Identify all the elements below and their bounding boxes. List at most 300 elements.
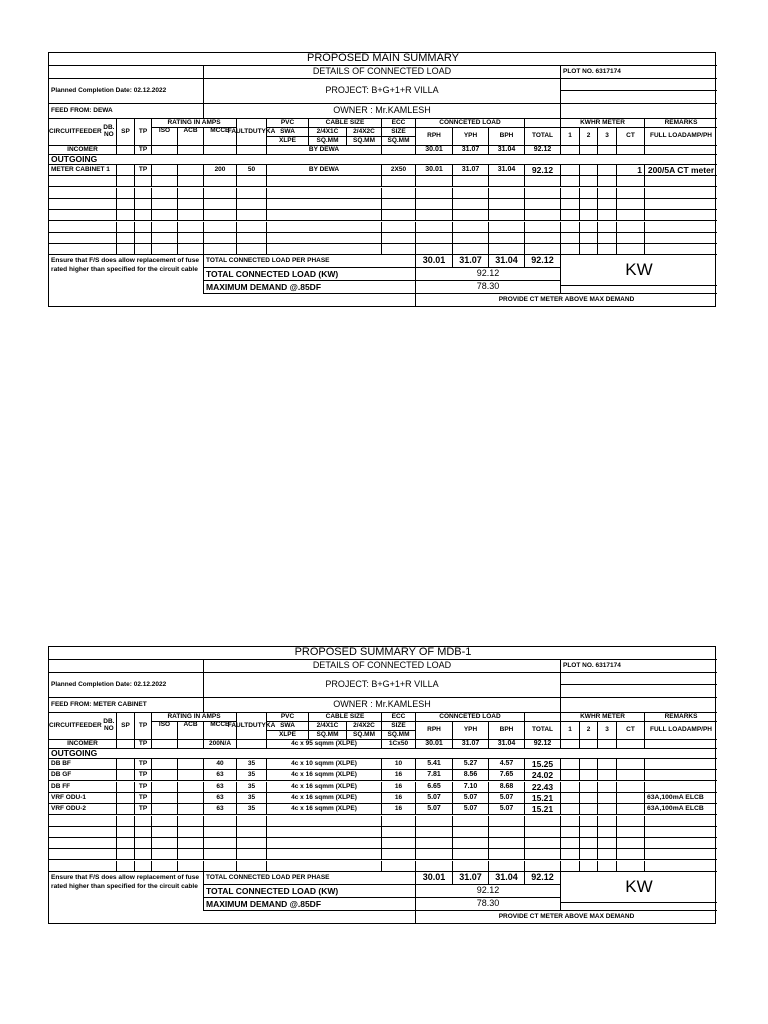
- ecc-cell: 16: [382, 793, 416, 804]
- empty-cell: [598, 816, 617, 827]
- empty-cell: [204, 210, 237, 221]
- empty-cell: [489, 244, 525, 255]
- rph-cell: 5.07: [416, 804, 453, 815]
- empty-cell: [453, 244, 489, 255]
- planned-completion-date: Planned Completion Date: 02.12.2022: [49, 79, 204, 104]
- full-load-label: FULL LOAD: [650, 132, 687, 140]
- empty-cell: [416, 838, 453, 849]
- tp-cell: TP: [135, 793, 152, 804]
- summary-sheet: [48, 646, 716, 924]
- fault-label: FAULT: [227, 127, 249, 135]
- empty-cell: [416, 816, 453, 827]
- empty-cell: [525, 827, 561, 838]
- empty-cell: [237, 210, 267, 221]
- empty-cell: [152, 188, 178, 199]
- empty-cell: [49, 222, 117, 233]
- iso-cell: [152, 804, 178, 815]
- per-phase-label: TOTAL CONNECTED LOAD PER PHASE: [204, 255, 416, 268]
- blank-cell: [204, 911, 416, 924]
- ecc-cell: [382, 146, 416, 155]
- empty-cell: [204, 188, 237, 199]
- ct-cell: [617, 770, 645, 781]
- meter-1-cell: [561, 759, 580, 770]
- empty-cell: [117, 861, 135, 872]
- ct-cell: [617, 782, 645, 793]
- yph-cell: 31.07: [453, 146, 489, 155]
- empty-cell: [489, 176, 525, 187]
- blank-cell: [561, 685, 717, 698]
- acb-cell: [178, 165, 204, 176]
- empty-cell: [382, 244, 416, 255]
- total-rph: 30.01: [416, 872, 453, 885]
- meter-3-cell: [598, 782, 617, 793]
- meter-2-cell: [580, 759, 598, 770]
- empty-cell: [135, 244, 152, 255]
- mccb-header: MCCB: [204, 722, 237, 740]
- empty-cell: [580, 244, 598, 255]
- ka-label: KA: [265, 721, 276, 729]
- sqmm-header: SQ.MM: [347, 137, 382, 146]
- empty-cell: [645, 861, 717, 872]
- total-cell: 22.43: [525, 782, 561, 793]
- mccb-header: MCCB: [204, 128, 237, 146]
- meter-3-cell: [598, 759, 617, 770]
- empty-cell: [117, 244, 135, 255]
- empty-cell: [152, 827, 178, 838]
- size-header: SIZE: [382, 128, 416, 137]
- remarks-header: REMARKS: [645, 713, 717, 722]
- empty-cell: [204, 199, 237, 210]
- empty-cell: [617, 233, 645, 244]
- mccb-cell: 63: [204, 770, 237, 781]
- acb-cell: [178, 740, 204, 749]
- empty-cell: [204, 816, 237, 827]
- duty-cell: 35: [237, 759, 267, 770]
- empty-cell: [525, 849, 561, 860]
- empty-cell: [561, 222, 580, 233]
- kw-unit: KW: [561, 255, 717, 286]
- empty-cell: [617, 827, 645, 838]
- empty-cell: [382, 199, 416, 210]
- empty-cell: [382, 233, 416, 244]
- sqmm-header: SQ.MM: [347, 731, 382, 740]
- meter-3-cell: [598, 770, 617, 781]
- ct-cell: [617, 759, 645, 770]
- full-load-header: [645, 128, 717, 146]
- empty-cell: [135, 222, 152, 233]
- empty-cell: [453, 199, 489, 210]
- mccb-cell: 200N/A: [204, 740, 237, 749]
- cable-size-cell: 4c x 16 sqmm (XLPE): [267, 804, 382, 815]
- sheet-title: PROPOSED SUMMARY OF MDB-1: [49, 647, 717, 660]
- empty-cell: [617, 861, 645, 872]
- bph-cell: 7.65: [489, 770, 525, 781]
- fault-duty-header: [227, 713, 276, 740]
- cable-size-cell: 4c x 10 sqmm (XLPE): [267, 759, 382, 770]
- mccb-cell: 40: [204, 759, 237, 770]
- feed-from: FEED FROM: METER CABINET: [49, 698, 204, 713]
- bph-cell: 31.04: [489, 146, 525, 155]
- empty-cell: [49, 210, 117, 221]
- empty-cell: [489, 199, 525, 210]
- fuse-note: Ensure that F/S does allow replacement of fuse rated higher than specified for the circuit cable: [49, 872, 204, 911]
- empty-cell: [598, 849, 617, 860]
- empty-cell: [580, 188, 598, 199]
- duty-cell: [237, 146, 267, 155]
- rph-header: RPH: [416, 128, 453, 146]
- sp-cell: [117, 793, 135, 804]
- empty-cell: [598, 188, 617, 199]
- meter-2-cell: [580, 165, 598, 176]
- sqmm-header: SQ.MM: [382, 137, 416, 146]
- rating-header: RATING IN AMPS: [152, 119, 237, 128]
- meter-2-cell: [580, 782, 598, 793]
- tp-cell: TP: [135, 804, 152, 815]
- empty-cell: [453, 233, 489, 244]
- bph-cell: 5.07: [489, 793, 525, 804]
- empty-cell: [237, 244, 267, 255]
- sp-cell: [117, 782, 135, 793]
- empty-cell: [617, 188, 645, 199]
- empty-cell: [49, 244, 117, 255]
- empty-cell: [598, 222, 617, 233]
- total-header: TOTAL: [525, 128, 561, 146]
- sp-cell: [117, 740, 135, 749]
- empty-cell: [617, 222, 645, 233]
- empty-cell: [178, 816, 204, 827]
- empty-cell: [267, 816, 382, 827]
- circuit-label: CIRCUIT: [49, 721, 76, 729]
- cable-2-4x2c-header: 2/4X2C: [347, 722, 382, 731]
- bph-header: BPH: [489, 722, 525, 740]
- acb-cell: [178, 804, 204, 815]
- tp-cell: TP: [135, 770, 152, 781]
- empty-cell: [237, 188, 267, 199]
- empty-cell: [382, 849, 416, 860]
- empty-cell: [525, 210, 561, 221]
- empty-cell: [135, 827, 152, 838]
- empty-cell: [267, 188, 382, 199]
- meter-1-header: 1: [561, 722, 580, 740]
- summary-sheet: [48, 52, 716, 307]
- empty-cell: [580, 210, 598, 221]
- empty-cell: [645, 233, 717, 244]
- empty-cell: [204, 838, 237, 849]
- total-kw-value: 92.12: [416, 885, 561, 898]
- sp-header: SP: [117, 119, 135, 146]
- empty-cell: [416, 222, 453, 233]
- empty-cell: [617, 199, 645, 210]
- mccb-cell: 63: [204, 793, 237, 804]
- empty-cell: [135, 233, 152, 244]
- empty-cell: [152, 838, 178, 849]
- ct-header: CT: [617, 128, 645, 146]
- empty-cell: [117, 838, 135, 849]
- tp-cell: TP: [135, 740, 152, 749]
- yph-header: YPH: [453, 128, 489, 146]
- yph-cell: 31.07: [453, 740, 489, 749]
- empty-cell: [267, 176, 382, 187]
- sp-header: SP: [117, 713, 135, 740]
- size-header: SIZE: [382, 722, 416, 731]
- planned-completion-date: Planned Completion Date: 02.12.2022: [49, 673, 204, 698]
- rating-header: RATING IN AMPS: [152, 713, 237, 722]
- empty-cell: [267, 199, 382, 210]
- ecc-cell: 16: [382, 782, 416, 793]
- empty-cell: [416, 199, 453, 210]
- meter-2-cell: [580, 804, 598, 815]
- empty-cell: [525, 244, 561, 255]
- empty-cell: [267, 838, 382, 849]
- empty-cell: [135, 816, 152, 827]
- ecc-header: ECC: [382, 119, 416, 128]
- bph-cell: 8.68: [489, 782, 525, 793]
- empty-cell: [580, 827, 598, 838]
- fuse-note: Ensure that F/S does allow replacement of fuse rated higher than specified for the circuit cable: [49, 255, 204, 294]
- plot-number: PLOT NO. 6317174: [561, 66, 717, 79]
- mccb-cell: 63: [204, 782, 237, 793]
- empty-cell: [178, 861, 204, 872]
- empty-cell: [416, 188, 453, 199]
- empty-cell: [645, 244, 717, 255]
- empty-cell: [49, 849, 117, 860]
- total-kw-label: TOTAL CONNECTED LOAD (KW): [204, 885, 416, 898]
- duty-label: DUTY: [248, 721, 266, 729]
- empty-cell: [598, 176, 617, 187]
- meter-2-cell: [580, 793, 598, 804]
- empty-cell: [525, 838, 561, 849]
- empty-cell: [204, 222, 237, 233]
- total-kw-value: 92.12: [416, 268, 561, 281]
- total-yph: 31.07: [453, 872, 489, 885]
- duty-cell: 35: [237, 770, 267, 781]
- fault-label: FAULT: [227, 721, 249, 729]
- kw-unit: KW: [561, 872, 717, 903]
- duty-cell: [237, 740, 267, 749]
- empty-cell: [49, 827, 117, 838]
- empty-cell: [489, 827, 525, 838]
- empty-cell: [525, 816, 561, 827]
- circuit-name: DB FF: [49, 782, 117, 793]
- blank-cell: [525, 119, 561, 128]
- empty-cell: [453, 827, 489, 838]
- meter-3-header: 3: [598, 128, 617, 146]
- ct-header: CT: [617, 722, 645, 740]
- empty-cell: [117, 222, 135, 233]
- sp-cell: [117, 804, 135, 815]
- empty-cell: [580, 849, 598, 860]
- iso-cell: [152, 770, 178, 781]
- remarks-cell: [645, 770, 717, 781]
- empty-cell: [617, 816, 645, 827]
- empty-cell: [49, 176, 117, 187]
- empty-cell: [382, 176, 416, 187]
- empty-cell: [152, 199, 178, 210]
- max-demand-label: MAXIMUM DEMAND @.85DF: [204, 898, 416, 911]
- total-cell: 15.21: [525, 793, 561, 804]
- empty-cell: [117, 199, 135, 210]
- meter-2-header: 2: [580, 128, 598, 146]
- empty-cell: [117, 849, 135, 860]
- empty-cell: [135, 861, 152, 872]
- empty-cell: [49, 188, 117, 199]
- iso-header: ISO: [152, 128, 178, 146]
- empty-cell: [135, 849, 152, 860]
- kwhr-meter-header: KWHR METER: [561, 119, 645, 128]
- feed-from: FEED FROM: DEWA: [49, 104, 204, 119]
- empty-cell: [117, 210, 135, 221]
- total-total: 92.12: [525, 255, 561, 268]
- empty-cell: [617, 838, 645, 849]
- empty-cell: [382, 827, 416, 838]
- empty-cell: [204, 827, 237, 838]
- empty-cell: [617, 849, 645, 860]
- empty-cell: [580, 838, 598, 849]
- empty-cell: [453, 861, 489, 872]
- total-header: TOTAL: [525, 722, 561, 740]
- empty-cell: [49, 861, 117, 872]
- empty-cell: [489, 838, 525, 849]
- empty-cell: [453, 222, 489, 233]
- empty-cell: [489, 210, 525, 221]
- empty-cell: [267, 244, 382, 255]
- empty-cell: [152, 222, 178, 233]
- duty-cell: 35: [237, 793, 267, 804]
- empty-cell: [561, 816, 580, 827]
- meter-3-cell: [598, 740, 617, 749]
- circuit-name: INCOMER: [49, 740, 117, 749]
- meter-1-cell: [561, 782, 580, 793]
- sp-cell: [117, 759, 135, 770]
- empty-cell: [152, 210, 178, 221]
- empty-cell: [237, 176, 267, 187]
- sheet-subtitle: DETAILS OF CONNECTED LOAD: [204, 66, 561, 79]
- empty-cell: [152, 861, 178, 872]
- circuit-name: DB BF: [49, 759, 117, 770]
- blank-cell: [561, 79, 717, 91]
- empty-cell: [525, 861, 561, 872]
- ecc-cell: 16: [382, 804, 416, 815]
- empty-cell: [489, 222, 525, 233]
- cable-2-4x1c-header: 2/4X1C: [309, 722, 347, 731]
- total-kw-label: TOTAL CONNECTED LOAD (KW): [204, 268, 416, 281]
- total-cell: 92.12: [525, 740, 561, 749]
- empty-cell: [645, 827, 717, 838]
- iso-cell: [152, 759, 178, 770]
- empty-cell: [152, 233, 178, 244]
- empty-cell: [237, 222, 267, 233]
- db-no-label: DB. NO: [103, 124, 115, 138]
- pvc-header: PVC: [267, 119, 309, 128]
- circuit-feeder-header: [49, 119, 117, 146]
- empty-cell: [382, 210, 416, 221]
- bph-cell: 4.57: [489, 759, 525, 770]
- empty-cell: [152, 816, 178, 827]
- empty-cell: [561, 188, 580, 199]
- meter-2-cell: [580, 146, 598, 155]
- total-cell: 24.02: [525, 770, 561, 781]
- remarks-cell: 63A,100mA ELCB: [645, 793, 717, 804]
- empty-cell: [267, 861, 382, 872]
- mccb-cell: 200: [204, 165, 237, 176]
- empty-cell: [561, 849, 580, 860]
- yph-cell: 5.27: [453, 759, 489, 770]
- bph-cell: 31.04: [489, 740, 525, 749]
- max-demand-value: 78.30: [416, 898, 561, 911]
- empty-cell: [561, 827, 580, 838]
- empty-cell: [489, 816, 525, 827]
- ct-cell: 1: [617, 165, 645, 176]
- total-cell: 92.12: [525, 146, 561, 155]
- kwhr-meter-header: KWHR METER: [561, 713, 645, 722]
- empty-cell: [237, 838, 267, 849]
- empty-cell: [598, 838, 617, 849]
- empty-cell: [561, 244, 580, 255]
- iso-cell: [152, 793, 178, 804]
- rph-cell: 30.01: [416, 740, 453, 749]
- connected-load-header: CONNCETED LOAD: [416, 119, 525, 128]
- empty-cell: [617, 210, 645, 221]
- empty-cell: [135, 188, 152, 199]
- circuit-label: CIRCUIT: [49, 127, 76, 135]
- empty-cell: [561, 838, 580, 849]
- empty-cell: [49, 199, 117, 210]
- empty-cell: [416, 176, 453, 187]
- empty-cell: [561, 176, 580, 187]
- remarks-cell: [645, 782, 717, 793]
- empty-cell: [152, 176, 178, 187]
- rph-cell: 5.07: [416, 793, 453, 804]
- empty-cell: [267, 210, 382, 221]
- yph-cell: 7.10: [453, 782, 489, 793]
- cable-size-header: CABLE SIZE: [309, 119, 382, 128]
- empty-cell: [117, 816, 135, 827]
- cable-size-cell: 4c x 16 sqmm (XLPE): [267, 782, 382, 793]
- blank-cell: [561, 286, 717, 294]
- sqmm-header: SQ.MM: [382, 731, 416, 740]
- empty-cell: [525, 222, 561, 233]
- empty-cell: [525, 176, 561, 187]
- plot-number: PLOT NO. 6317174: [561, 660, 717, 673]
- empty-cell: [152, 849, 178, 860]
- empty-cell: [489, 861, 525, 872]
- empty-cell: [453, 838, 489, 849]
- ecc-cell: 10: [382, 759, 416, 770]
- remarks-header: REMARKS: [645, 119, 717, 128]
- meter-3-cell: [598, 165, 617, 176]
- empty-cell: [416, 210, 453, 221]
- total-bph: 31.04: [489, 255, 525, 268]
- iso-header: ISO: [152, 722, 178, 740]
- empty-cell: [645, 838, 717, 849]
- empty-cell: [267, 827, 382, 838]
- rph-cell: 5.41: [416, 759, 453, 770]
- total-rph: 30.01: [416, 255, 453, 268]
- outgoing-label: OUTGOING: [49, 155, 717, 165]
- swa-header: SWA: [267, 722, 309, 731]
- ct-meter-note: PROVIDE CT METER ABOVE MAX DEMAND: [498, 913, 635, 921]
- empty-cell: [525, 199, 561, 210]
- empty-cell: [453, 210, 489, 221]
- max-demand-label: MAXIMUM DEMAND @.85DF: [204, 281, 416, 294]
- duty-cell: 35: [237, 804, 267, 815]
- meter-1-cell: [561, 165, 580, 176]
- empty-cell: [453, 188, 489, 199]
- empty-cell: [645, 210, 717, 221]
- ct-cell: [617, 793, 645, 804]
- owner-name: OWNER : Mr.KAMLESH: [204, 104, 561, 119]
- full-load-label: FULL LOAD: [650, 726, 687, 734]
